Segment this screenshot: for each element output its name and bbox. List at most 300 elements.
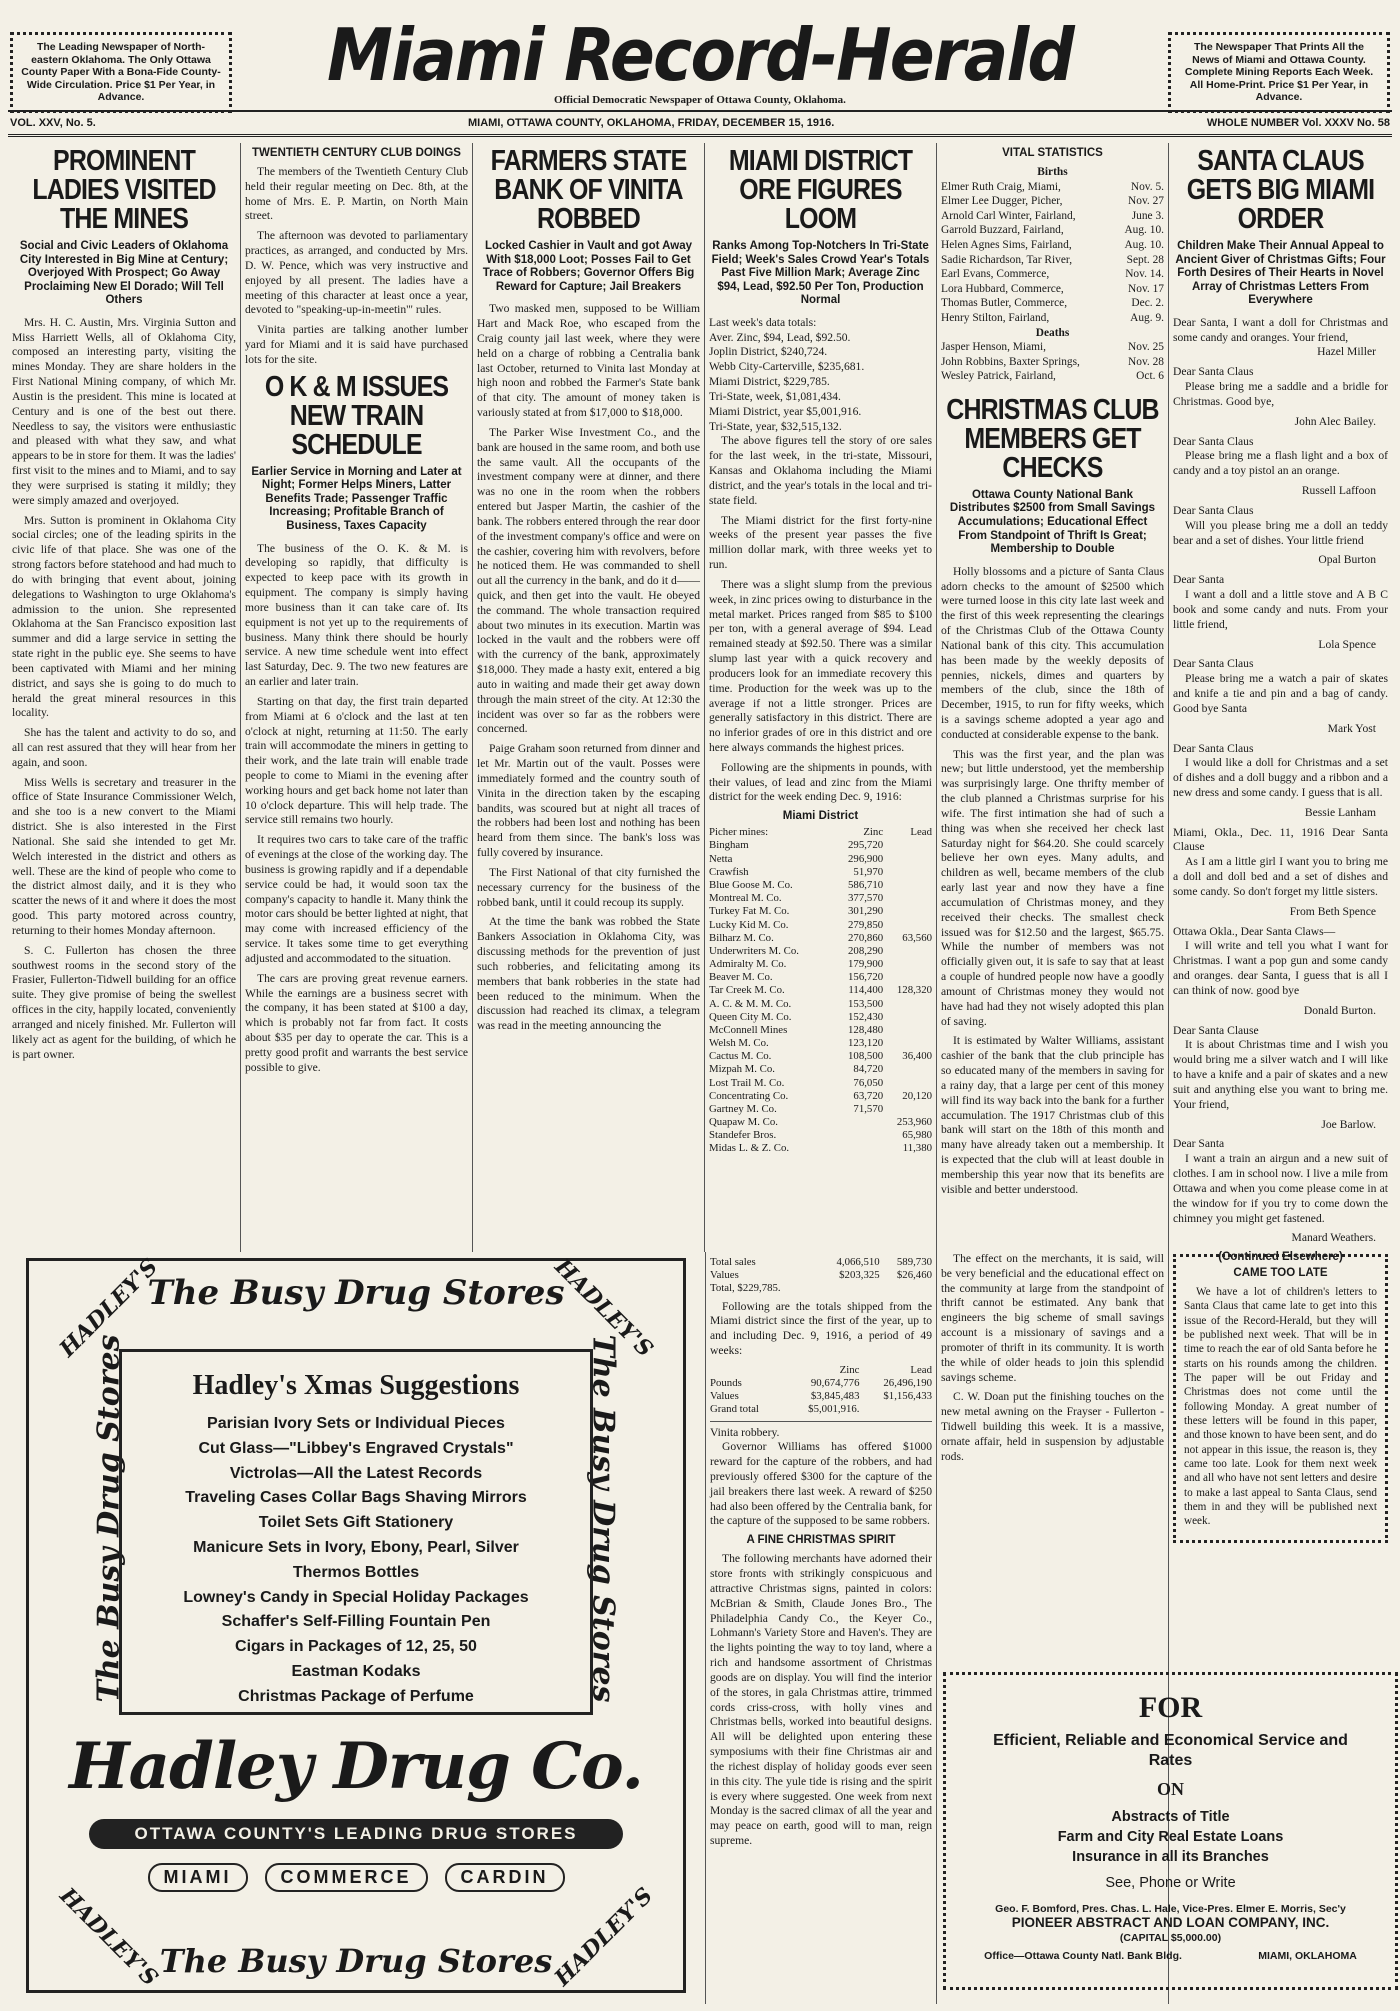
table-header-row: [710, 1364, 932, 1377]
ad-frame-bottom: The Busy Drug Stores: [159, 1942, 553, 1980]
table-cell: [883, 1037, 932, 1050]
table-cell: [883, 919, 932, 932]
paragraph: It is estimated by Walter Williams, assistant cashier of the bank that the club principle has so educated many of the members in saving for a rainy day, that a large per cent of this money will find its way back into the bank for a further accumulation. The 1917 Christmas club of this bank will start on the 18th of this month and many have already taken out a membership. It is expected that the club will at least double in membership this year now that its benefits are visible and better understood.: [941, 1034, 1164, 1196]
column-2: [241, 143, 473, 1252]
town-label: MIAMI: [148, 1863, 248, 1892]
name: Sadie Richardson, Tar River,: [941, 253, 1073, 266]
ore-shipments-table: [709, 826, 932, 1155]
births-title: Births: [1037, 166, 1068, 178]
table-row: [709, 1024, 932, 1037]
table-cell: [815, 1282, 879, 1295]
paragraph: Miss Wells is secretary and treasurer in the office of State Insurance Commissioner Welch, and she too is a new convert to the Miami district. She is also interested in the First National. She said she intended to get Mr. Welch interested in the district and others as well. These are the kind of people who come to the district almost daily, and it is they who scatter the news of it and where it does the most good. This party motored across country, returning to their homes Monday afternoon.: [12, 775, 236, 937]
date: Oct. 6: [1136, 370, 1164, 383]
birth-entry: [941, 253, 1164, 268]
ad-line: Insurance in all its Branches: [1072, 1849, 1269, 1866]
table-row: [709, 1063, 932, 1076]
headline: SANTA CLAUS GETS BIG MIAMI ORDER: [1186, 145, 1375, 235]
table-cell: [883, 905, 932, 918]
table-row: [709, 958, 932, 971]
ad-item: Manicure Sets in Ivory, Ebony, Pearl, Silver: [193, 1538, 519, 1556]
ad-frame-top: The Busy Drug Stores: [147, 1273, 565, 1313]
table-cell: [883, 971, 932, 984]
letter-salutation: Dear Santa, I want a doll for Christmas and some candy and oranges. Your friend,: [1173, 315, 1388, 344]
table-cell: $26,460: [896, 1269, 932, 1282]
place-date: MIAMI, OTTAWA COUNTY, OKLAHOMA, FRIDAY, DECEMBER 15, 1916.: [468, 117, 835, 129]
table-cell: [883, 839, 932, 852]
table-row: [709, 866, 932, 879]
name: Wesley Patrick, Fairland,: [941, 370, 1056, 383]
table-cell: Pounds: [710, 1377, 742, 1389]
ad-corner-label: HADLEY'S: [548, 1253, 658, 1363]
date: Aug. 10.: [1124, 224, 1164, 237]
ad-suggestions-box: [119, 1349, 593, 1715]
table-cell: Admiralty M. Co.: [709, 958, 787, 971]
masthead: [8, 10, 1392, 112]
table-cell: $5,001,916.: [808, 1403, 860, 1416]
date: Aug. 10.: [1124, 238, 1164, 251]
deck: Locked Cashier in Vault and got Away With $18,000 Loot; Posses Fail to Get Trace of Robbers; Governor Offers Big Reward for Capture; Jail Breakers: [482, 240, 695, 293]
table-row: [709, 971, 932, 984]
table-cell: 65,980: [902, 1129, 932, 1142]
name: Thomas Butler, Commerce,: [941, 297, 1068, 310]
table-cell: Concentrating Co.: [709, 1089, 789, 1102]
ad-title: Hadley's Xmas Suggestions: [192, 1370, 520, 1401]
table-cell: [834, 1116, 883, 1129]
table-cell: Zinc: [863, 826, 884, 839]
table-cell: $1,156,433: [883, 1390, 932, 1403]
article-body: [941, 1252, 1164, 1465]
deaths-title: Deaths: [1035, 326, 1070, 339]
stats-list: [709, 331, 932, 435]
table-cell: [834, 1129, 883, 1142]
table-cell: [883, 879, 932, 892]
table-cell: Picher mines:: [709, 826, 769, 839]
birth-entry: [941, 223, 1164, 238]
birth-entry: [941, 209, 1164, 224]
letter-signature: Opal Burton: [1318, 553, 1376, 567]
date: Aug. 9.: [1130, 311, 1164, 324]
birth-entry: [941, 267, 1164, 282]
table-row: [709, 1142, 932, 1155]
date: Nov. 17: [1128, 282, 1164, 295]
table-cell: 152,430: [848, 1010, 884, 1023]
article-body: [245, 165, 468, 368]
hadley-logo: Hadley Drug Co.: [69, 1729, 643, 1804]
table-cell: Bilharz M. Co.: [709, 931, 774, 944]
table-cell: 270,860: [848, 931, 884, 944]
table-cell: 71,570: [853, 1102, 884, 1115]
table-row: [709, 998, 932, 1011]
headline: CHRISTMAS CLUB MEMBERS GET CHECKS: [946, 393, 1159, 484]
table-cell: [883, 892, 932, 905]
letter-salutation: Miami, Okla., Dec. 11, 1916 Dear Santa Clause: [1173, 825, 1388, 854]
table-cell: Montreal M. Co.: [709, 892, 782, 905]
year-totals-table: [710, 1364, 932, 1417]
table-row: [710, 1256, 932, 1269]
hadley-drug-ad: [26, 1253, 686, 1993]
letter-body: It is about Christmas time and I wish you would bring me a silver watch and I will like to have a knife and a pair of skates and a new suit and anything else you want to bring me. Your friend,: [1173, 1038, 1388, 1111]
death-entry: [941, 369, 1164, 384]
table-cell: Zinc: [839, 1363, 860, 1376]
death-entry: [941, 355, 1164, 370]
table-row: [710, 1403, 932, 1416]
paragraph: Two masked men, supposed to be William Hart and Mack Roe, who escaped from the Craig county jail last week, where they were held on a charge of robbing a Centralia bank last October, returned to Vinita last Monday at high noon and robbed the Farmer's State bank of that city. The amount of money taken is variously stated at from $17,000 to $18,000.: [477, 302, 700, 420]
table-cell: Total sales: [710, 1256, 756, 1268]
table-row: [710, 1377, 932, 1390]
name: John Robbins, Baxter Springs,: [941, 355, 1080, 368]
article-body: [12, 316, 236, 1063]
ad-corner-label: HADLEY'S: [548, 1882, 658, 1992]
table-row: [709, 1103, 932, 1116]
town-label: CARDIN: [445, 1863, 565, 1892]
table-cell: 51,970: [853, 865, 884, 878]
table-cell: [883, 853, 932, 866]
table-row: [709, 919, 932, 932]
paragraph: The effect on the merchants, it is said, will be very beneficial and the educational effect on the community at large from the standpoint of thrift cannot be estimated. Any bank that engineers the big scheme of small savings account is a missionary of savings and a promoter of thrift in its community. It is worth the while of older heads to join this splendid savings scheme.: [941, 1252, 1164, 1384]
pioneer-abstract-ad: [943, 1672, 1398, 1990]
table-cell: 296,900: [848, 852, 884, 865]
stat-line: Joplin District, $240,724.: [709, 345, 828, 359]
town-label: COMMERCE: [265, 1863, 428, 1892]
table-cell: Values: [710, 1390, 739, 1403]
ad-items: [122, 1412, 590, 1710]
paragraph: Following are the shipments in pounds, with their values, of lead and zinc from the Miami district for the week ending Dec. 9, 1916:: [709, 760, 932, 804]
letter-signature: Joe Barlow.: [1321, 1117, 1376, 1131]
continued-note: (Continued Elsewhere): [1218, 1251, 1343, 1264]
ad-on: ON: [1157, 1779, 1184, 1799]
table-cell: 63,560: [902, 931, 932, 944]
table-title: Miami District: [782, 810, 859, 823]
paragraph: She has the talent and activity to do so, and all can rest assured that they will hear from her again, and soon.: [12, 726, 236, 769]
ad-item: Parisian Ivory Sets or Individual Pieces: [207, 1415, 505, 1432]
letter-body: I want a doll and a little stove and A B C book and some candy and nuts. From your little friend,: [1173, 588, 1388, 631]
paragraph: The above figures tell the story of ore sales for the last week, in the tri-state, Missouri, Kansas and Oklahoma including the Miami district, and the year's totals in the local and tri-state field.: [709, 434, 932, 507]
paragraph: The following merchants have adorned their store fronts with strikingly conspicuous and attractive Christmas signs, painted in colors: McBrian & Smith, Claude Jones Bro., The Philadelphia Candy Co., the Keyer Co., Lohmann's Variety Store and Haven's. They are the lights pointing the way to toy land, where a rich and handsome assortment of Christmas goods are on display. You will find the interior of the stores, in gala Christmas attire, trimmed cords criss-cross, with holly vines and Christmas bells, worked into beautiful designs. All will be delighted upon entering these symposiums with their fine Christmas air and the richest display of holiday goods ever seen in this city. The yule tide is rising and the spirit is every where suggested. One week from next Monday is the sacred climax of all the year and may peace on earth, good will to man, reign supreme.: [710, 1552, 932, 1848]
table-cell: $3,845,483: [810, 1390, 860, 1403]
table-cell: 20,120: [902, 1089, 932, 1102]
ad-item: Traveling Cases Collar Bags Shaving Mirrors: [185, 1489, 527, 1507]
letter-signature: Lola Spence: [1318, 637, 1376, 651]
table-row: [709, 879, 932, 892]
column-1: [8, 143, 241, 1252]
ad-company: PIONEER ABSTRACT AND LOAN COMPANY, INC.: [1011, 1914, 1330, 1930]
table-cell: Underwriters M. Co.: [709, 944, 799, 957]
table-cell: [883, 1103, 932, 1116]
table-cell: 253,960: [896, 1116, 932, 1129]
headline: MIAMI DISTRICT ORE FIGURES LOOM: [728, 145, 913, 235]
letter-salutation: Dear Santa Claus: [1173, 503, 1254, 517]
table-cell: Total, $229,785.: [710, 1282, 781, 1295]
paragraph: S. C. Fullerton has chosen the three southwest rooms in the second story of the Frasier, Fullerton-Tidwell building for an office suite. They give promise of being the swellest offices in the city, happily located, conveniently arranged and nicely finished. Mr. Fullerton will likely act as agent for the building, of which he is part owner.: [12, 943, 236, 1061]
table-cell: Netta: [709, 852, 733, 865]
paragraph: The afternoon was devoted to parliamentary practices, as arranged, and conducted by Mrs. D. W. Pence, which was very instructive and enjoyed by all present. The ladies have a meeting of this character at least once a year, devoted to "speaking-up-in-meetin'" rules.: [245, 229, 468, 317]
table-cell: [883, 998, 932, 1011]
table-row: [709, 853, 932, 866]
birth-entry: [941, 238, 1164, 253]
paragraph: Mrs. Sutton is prominent in Oklahoma City social circles; one of the leading spirits in the civic life of that place. She was one of the strong factors before statehood and had much to do with bringing that event about, joining delegations to Washington to urge Oklahoma's admission to the union. She represented Oklahoma at the San Francisco exposition last summer and did a large service in setting the state right in the public eye. She seems to have been captivated with Miami and her mining district, and says she is going to do much to herald the great mineral resources in this locality.: [12, 513, 236, 720]
name: Arnold Carl Winter, Fairland,: [941, 209, 1076, 222]
name: Henry Stilton, Fairland,: [941, 311, 1050, 324]
ad-frame-left: The Busy Drug Stores: [91, 1334, 127, 1703]
death-entry: [941, 340, 1164, 355]
name: Jasper Henson, Miami,: [941, 341, 1047, 354]
newspaper-title: Miami Record-Herald: [326, 13, 1073, 97]
column-4: [705, 143, 937, 1252]
table-row: [709, 1129, 932, 1142]
table-cell: Queen City M. Co.: [709, 1010, 792, 1023]
table-cell: 301,290: [848, 905, 884, 918]
article-body: [245, 542, 468, 1076]
letter-body: Please bring me a flash light and a box of candy and a toy pistol an an orange.: [1173, 449, 1388, 478]
table-cell: Midas L. & Z. Co.: [709, 1142, 790, 1155]
table-cell: Blue Goose M. Co.: [709, 879, 793, 891]
table-cell: Values: [710, 1269, 739, 1282]
paragraph: It requires two cars to take care of the traffic of evenings at the close of the working day. The business is growing rapidly and if a dependable service could be had, it would soon tax the company's capacity to handle it. Many think the motor cars should be better lighted at night, that may come with increased efficiency of the service. It takes some time to get everything adjusted and accommodated to the situation.: [245, 833, 468, 965]
table-cell: 586,710: [848, 879, 884, 891]
ad-item: Thermos Bottles: [292, 1563, 420, 1581]
column-6: [1169, 143, 1392, 1264]
table-cell: 123,120: [848, 1037, 884, 1050]
paragraph: The cars are proving great revenue earners. While the earnings are a business secret with the company, it has been stated at $100 a day, which is probably not far from fact. It costs about $35 per day to operate the car. This is a pretty good profit and warrants the best service possible to give.: [245, 971, 468, 1074]
paragraph: There was a slight slump from the previous week, in zinc prices owing to disturbance in the metal market. Prices ranged from $85 to $100 per ton, with a general average of $94. Lead remained steady at $92.50. There was a similar slump last year with a quick recovery and producers look for an immediate recovery this time. Production for the week was up to the average if not a little stronger. Prices are generally satisfactory in this district. There are no inferior grades of ore in this district and ore here always commands the highest prices.: [709, 577, 932, 754]
table-cell: Lucky Kid M. Co.: [709, 918, 789, 931]
letter-salutation: Dear Santa Clause: [1173, 1023, 1259, 1037]
stat-line: Webb City-Carterville, $235,681.: [709, 360, 865, 374]
paragraph: The First National of that city furnished the necessary currency for the business of the robbed bank, until it could recoup its supply.: [477, 865, 700, 909]
table-cell: Bingham: [709, 839, 749, 852]
letter-salutation: Dear Santa: [1173, 573, 1225, 587]
letter-salutation: Dear Santa Claus: [1173, 657, 1254, 671]
table-cell: Tar Creek M. Co.: [709, 984, 785, 997]
right-ear: The Newspaper That Prints All the News of Miami and Ottawa County. Complete Mining Reports Each Week. All Home-Print. Price $1 Per Year, in Advance.: [1168, 32, 1390, 113]
letter-body: Please bring me a saddle and a bridle for Christmas. Good bye,: [1173, 380, 1388, 408]
article-body: [709, 316, 932, 806]
table-row: [709, 1037, 932, 1050]
table-cell: 589,730: [896, 1256, 932, 1268]
table-row: [709, 945, 932, 958]
table-cell: 377,570: [848, 892, 884, 905]
letter-signature: John Alec Bailey.: [1294, 414, 1376, 428]
ore-totals-table: [710, 1256, 932, 1296]
table-cell: [880, 1282, 932, 1295]
name: Elmer Ruth Craig, Miami,: [941, 180, 1061, 193]
table-cell: 90,674,776: [810, 1377, 860, 1389]
santa-letters: [1173, 316, 1388, 1246]
ad-item: Christmas Package of Perfume: [238, 1687, 474, 1705]
letter-salutation: Dear Santa Claus: [1173, 365, 1254, 379]
letter-signature: Manard Weathers.: [1291, 1231, 1376, 1245]
paragraph: This was the first year, and the plan was new; but little understood, yet the membership was surprisingly large. One thrifty member of the club planned a Christmas surprise for his wife. The first intimation she had of such a thing was when she received her check last Saturday night for $64.20. She could scarcely believe her own eyes. Many adults, and children as well, became members of the club early last year and now they have a fine accumulation of Christmas money, and they received their checks. The smallest check issued was for $12.50 and the largest, $65.75. While the number of members was not officially given out, it is safe to say that at least a couple of hundred people now have a goodly amount of Christmas money they would not have had had they not wisely adopted this plan of saving.: [941, 747, 1164, 1028]
headline: FARMERS STATE BANK OF VINITA ROBBED: [490, 145, 687, 235]
column-5: [937, 143, 1169, 1252]
letter-signature: Hazel Miller: [1317, 345, 1376, 359]
table-cell: 76,050: [853, 1076, 884, 1089]
date: Nov. 27: [1128, 195, 1164, 208]
name: Garrold Buzzard, Fairland,: [941, 224, 1064, 237]
table-row: [710, 1390, 932, 1403]
table-row: [709, 1090, 932, 1103]
table-cell: [883, 1077, 932, 1090]
letter-signature: Donald Burton.: [1303, 1003, 1376, 1017]
box-title: CAME TOO LATE: [1233, 1267, 1328, 1279]
table-cell: Grand total: [710, 1403, 759, 1416]
whole-number: WHOLE NUMBER Vol. XXXV No. 58: [1206, 117, 1390, 129]
table-row: [709, 839, 932, 852]
letter-signature: From Beth Spence: [1289, 904, 1376, 918]
paragraph: Paige Graham soon returned from dinner and let Mr. Martin out of the vault. Posses were immediately formed and the country south of Vinita in the direction taken by the escaping bandits, was scoured but at night all traces of the robbers had been lost and nothing has been heard from them since. The bank's loss was fully covered by insurance.: [477, 742, 700, 860]
letter-body: I will write and tell you what I want for Christmas. I want a pop gun and some candy and oranges. dear Santa, I guess that is all I can think of now. good bye: [1173, 939, 1388, 997]
letter-signature: Russell Laffoon: [1301, 484, 1376, 498]
ad-line: Efficient, Reliable and Economical Service and Rates: [993, 1732, 1348, 1769]
table-cell: [883, 1024, 932, 1037]
paragraph: The business of the O. K. & M. is developing so rapidly, that difficulty is expected to keep pace with its growth in equipment. The company is simply having more business than it can take care of. Its equipment is not yet up to the requirements of business. Many think there should be hourly service. A new time schedule went into effect last Saturday, Dec. 9. The two new features are an earlier and later train.: [245, 541, 468, 689]
lower-section: [8, 1252, 1392, 2004]
came-too-late-box: [1173, 1254, 1388, 1543]
ad-item: Toilet Sets Gift Stationery: [258, 1514, 454, 1532]
ad-capital: (CAPITAL $5,000.00): [1119, 1931, 1222, 1944]
paragraph: C. W. Doan put the finishing touches on the new metal awning on the Frayser - Fullerton - Tidwell building this week. It is a massive, ornate affair, held in suspension by adjustable rods.: [941, 1390, 1164, 1463]
stat-line: Tri-State, week, $1,081,434.: [709, 389, 841, 403]
table-row: [710, 1282, 932, 1295]
date: Sept. 28: [1126, 253, 1164, 266]
section-head: A FINE CHRISTMAS SPIRIT: [746, 1534, 896, 1547]
table-cell: A. C. & M. M. Co.: [709, 997, 792, 1010]
stat-line: Miami District, year $5,001,916.: [709, 404, 862, 418]
ad-item: Cigars in Packages of 12, 25, 50: [235, 1638, 477, 1656]
table-cell: 63,720: [853, 1089, 884, 1102]
stat-line: Miami District, $229,785.: [709, 375, 830, 389]
deck: Social and Civic Leaders of Oklahoma City Interested in Big Mine at Century; Overjoyed With Prospect; Go Away Proclaiming New El Dorado; Will Tell Others: [19, 240, 229, 307]
table-cell: 114,400: [848, 984, 884, 997]
article-body: [710, 1552, 932, 1849]
table-cell: Turkey Fat M. Co.: [709, 905, 790, 918]
box-body: [1184, 1285, 1377, 1529]
date: Nov. 5.: [1130, 180, 1164, 193]
paragraph: At the time the bank was robbed the State Bankers Association in Oklahoma City, was discussing methods for the prevention of just such robberies, and felicitating among its members that bank robberies in the state had been reduced to the minimum. When the discussion had reached its climax, a telegram was read in the meeting announcing the: [477, 915, 700, 1033]
ad-band: OTTAWA COUNTY'S LEADING DRUG STORES: [89, 1819, 623, 1849]
table-cell: 179,900: [848, 958, 884, 971]
ad-line: Abstracts of Title: [1111, 1809, 1230, 1825]
letter-salutation: Dear Santa Claus: [1173, 434, 1254, 448]
table-cell: 11,380: [902, 1142, 932, 1155]
ad-item: Cut Glass—"Libbey's Engraved Crystals": [198, 1439, 514, 1457]
table-cell: Standefer Bros.: [709, 1129, 777, 1142]
column-3: [473, 143, 705, 1252]
table-cell: 36,400: [902, 1050, 932, 1063]
ad-item: Victrolas—All the Latest Records: [229, 1464, 483, 1482]
letter-body: Will you please bring me a doll an teddy bear and a set of dishes. Your little friend: [1173, 518, 1388, 547]
table-cell: Beaver M. Co.: [709, 971, 773, 984]
letter-salutation: Dear Santa Claus: [1173, 741, 1254, 755]
deck: Children Make Their Annual Appeal to Ancient Giver of Christmas Gifts; Four Forth Desires of Their Hearts in Novel Array of Christmas Letters From Everywhere: [1175, 240, 1386, 307]
stat-line: Tri-State, year, $32,515,132.: [709, 419, 842, 433]
stats-intro: Last week's data totals:: [709, 315, 817, 329]
table-row: [709, 1050, 932, 1063]
date: June 3.: [1131, 209, 1164, 222]
stat-line: Aver. Zinc, $94, Lead, $92.50.: [709, 330, 851, 344]
table-row: [709, 1011, 932, 1024]
ad-footer: [946, 1950, 1395, 1962]
name: Lora Hubbard, Commerce,: [941, 282, 1064, 295]
vital-title: VITAL STATISTICS: [1002, 147, 1103, 159]
table-cell: 279,850: [848, 918, 884, 931]
table-cell: Cactus M. Co.: [709, 1050, 772, 1063]
table-row: [709, 932, 932, 945]
table-cell: 128,320: [896, 984, 932, 997]
table-cell: 84,720: [853, 1063, 884, 1076]
table-cell: 26,496,190: [883, 1377, 932, 1389]
table-cell: 208,290: [848, 944, 884, 957]
article-body: [710, 1421, 932, 1530]
date: Nov. 28: [1128, 355, 1164, 368]
ad-item: Schaffer's Self-Filling Fountain Pen: [221, 1613, 491, 1631]
article-body: [941, 565, 1164, 1198]
dateline: [8, 112, 1392, 137]
ad-line: Farm and City Real Estate Loans: [1057, 1829, 1284, 1846]
name: Earl Evans, Commerce,: [941, 268, 1050, 281]
table-cell: McConnell Mines: [709, 1023, 788, 1036]
paragraph: Following are the totals shipped from the Miami district since the first of the year, up to and including Dec. 9, 1916, a period of 49 weeks:: [710, 1299, 932, 1357]
article-body: [710, 1300, 932, 1359]
paragraph: We have a lot of children's letters to Santa Claus that came late to get into this issue of the Record-Herald, but they will be published next week. That will be in time to reach the ear of old Santa before he starts on his rounds among the children. The paper will be out Friday and Christmas does not come until the following Monday. A great number of these letters will be found in this paper, and those known to have been sent, and do not appear in this issue, the reason is, they came too late. Look for them next week and all who have not sent letters and desire to make a last appeal to Santa Claus, send them in and they will be published next week.: [1184, 1286, 1377, 1528]
letter-salutation: Ottawa Okla., Dear Santa Claws—: [1173, 924, 1336, 938]
date: Dec. 2.: [1131, 297, 1164, 310]
ad-office: Office—Ottawa County Natl. Bank Bldg.: [984, 1949, 1182, 1962]
table-cell: [834, 1142, 883, 1155]
ad-corner-label: HADLEY'S: [54, 1253, 164, 1363]
ad-for: FOR: [1138, 1691, 1203, 1724]
table-cell: $203,325: [839, 1269, 880, 1282]
table-cell: 4,066,510: [836, 1256, 880, 1268]
table-cell: [859, 1403, 932, 1416]
paragraph: The members of the Twentieth Century Club held their regular meeting on Dec. 8th, at the home of Mrs. E. P. Martin, on North Main street.: [245, 165, 468, 223]
paragraph: The Parker Wise Investment Co., and the bank are housed in the same room, and both use the same vault. All the occupants of the investment company were at dinner, and there was no one in the room when the robbers entered but Jasper Martin, the cashier of the bank. The robbers entered through the rear door of the investment company's office and were on the cashier, covering him with revolvers, before he noticed them. He was commanded to shell out all the currency in the bank, and do it d—— quick, and then get into the vault. He obeyed the command. The whole transaction required about two minutes in its execution. Martin was locked in the vault and the robbers were off with the currency of the bank, approximately $18,000. They made a hasty exit, entered a big auto in waiting and made their get away down through the main street of the city. At 12:30 the incident was over so far as the robbers were concerned.: [477, 425, 700, 736]
table-cell: [883, 958, 932, 971]
table-row: [709, 1077, 932, 1090]
table-cell: [883, 866, 932, 879]
table-header-row: [709, 826, 932, 839]
section-head: TWENTIETH CENTURY CLUB DOINGS: [252, 147, 461, 159]
name: Elmer Lee Dugger, Picher,: [941, 195, 1063, 208]
table-cell: Welsh M. Co.: [709, 1037, 769, 1050]
ad-item: Lowney's Candy in Special Holiday Packages: [183, 1588, 529, 1606]
table-cell: Quapaw M. Co.: [709, 1116, 778, 1129]
table-cell: Lost Trail M. Co.: [709, 1076, 785, 1089]
birth-entry: [941, 180, 1164, 195]
paragraph: Governor Williams has offered $1000 reward for the capture of the robbers, and had previously offered $300 for the capture of the jail breakers there last week. A reward of $250 had also been offered by the Centralia bank, for the capture of the supposed to be same robbers.: [710, 1440, 932, 1528]
table-cell: Mizpah M. Co.: [709, 1063, 775, 1076]
table-cell: 128,480: [848, 1023, 884, 1036]
headline: PROMINENT LADIES VISITED THE MINES: [32, 145, 216, 235]
ad-item: Eastman Kodaks: [291, 1662, 421, 1680]
table-row: [709, 1116, 932, 1129]
name: Helen Agnes Sims, Fairland,: [941, 238, 1072, 251]
lower-column-4: [705, 1252, 937, 2004]
letter-salutation: Dear Santa: [1173, 1137, 1225, 1151]
date: Nov. 14.: [1125, 268, 1164, 281]
table-cell: Lead: [910, 1363, 932, 1376]
tagline: Official Democratic Newspaper of Ottawa County, Oklahoma.: [554, 94, 846, 106]
table-cell: [883, 1063, 932, 1076]
table-row: [709, 984, 932, 997]
deck: Earlier Service in Morning and Later at Night; Former Helps Miners, Latter Benefits Trade; Passenger Traffic Increasing; Profitable Branch of Business, Taxes Capacity: [251, 465, 462, 533]
letter-body: Please bring me a watch a pair of skates and knife a tie and pin and a bag of candy. Good bye Santa: [1173, 672, 1388, 715]
vital-statistics: [941, 165, 1164, 384]
table-cell: [710, 1364, 783, 1377]
table-cell: Gartney M. Co.: [709, 1102, 777, 1115]
letter-signature: Mark Yost: [1327, 721, 1376, 735]
left-ear: The Leading Newspaper of North-eastern Oklahoma. The Only Ottawa County Paper With a Bona-Fide County-Wide Circulation. Price $1 Per Year, in Advance.: [10, 32, 232, 113]
